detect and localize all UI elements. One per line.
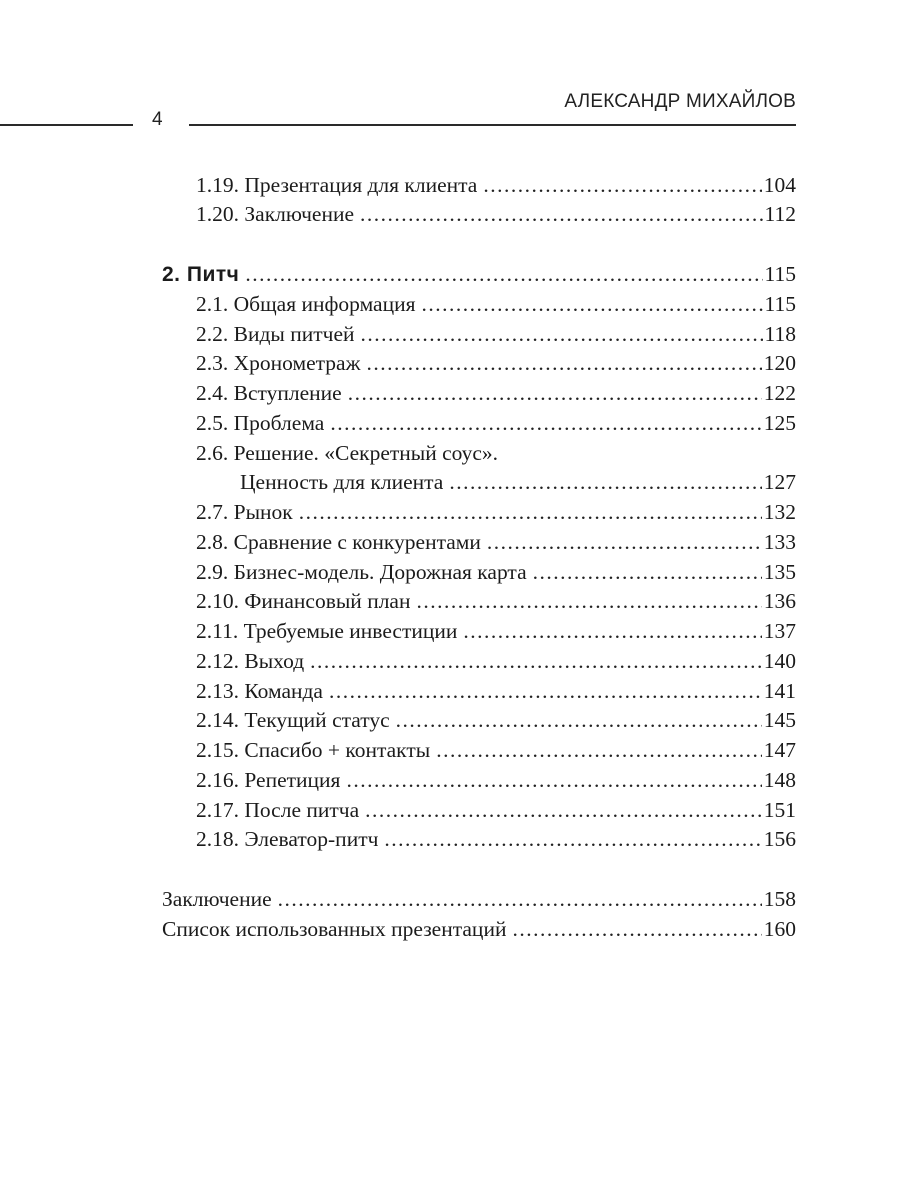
dot-leader bbox=[366, 348, 761, 378]
dot-leader bbox=[533, 557, 762, 587]
toc-entry-page: 137 bbox=[763, 619, 796, 643]
dot-leader bbox=[512, 914, 761, 944]
toc-entry-page: 156 bbox=[763, 827, 796, 851]
header-rule-left bbox=[0, 124, 133, 126]
dot-leader bbox=[361, 319, 763, 349]
toc-entry-page: 141 bbox=[763, 679, 796, 703]
toc-entry-page: 148 bbox=[763, 768, 796, 792]
dot-leader bbox=[360, 199, 763, 229]
toc-entry-label: 2.10. Финансовый план bbox=[196, 589, 411, 613]
toc-entry-label: 2.11. Требуемые инвестиции bbox=[196, 619, 458, 643]
toc-entry-2-15[interactable] bbox=[196, 735, 796, 765]
toc-entry-page: 151 bbox=[763, 798, 796, 822]
toc-entry-label: Ценность для клиента bbox=[240, 470, 444, 494]
dot-leader bbox=[346, 765, 761, 795]
dot-leader bbox=[329, 676, 762, 706]
toc-entry-label: 2.18. Элеватор-питч bbox=[196, 827, 379, 851]
toc-entry-1-20[interactable] bbox=[196, 199, 796, 229]
dot-leader bbox=[330, 408, 761, 438]
dot-leader bbox=[396, 705, 762, 735]
dot-leader bbox=[278, 884, 762, 914]
toc-entry-page: 127 bbox=[763, 470, 796, 494]
toc-entry-page: 112 bbox=[764, 202, 796, 226]
toc-entry-page: 135 bbox=[763, 560, 796, 584]
toc-entry-page: 136 bbox=[763, 589, 796, 613]
page-number: 4 bbox=[152, 109, 163, 130]
dot-leader bbox=[449, 467, 761, 497]
toc-entry-page: 132 bbox=[763, 500, 796, 524]
dot-leader bbox=[348, 378, 762, 408]
toc-entry-page: 133 bbox=[763, 530, 796, 554]
toc-entry-2-10[interactable] bbox=[196, 586, 796, 616]
toc-entry-label: 2.15. Спасибо + контакты bbox=[196, 738, 431, 762]
toc-entry-2-16[interactable] bbox=[196, 765, 796, 795]
toc-entry-2-9[interactable] bbox=[196, 557, 796, 587]
toc-entry-2-13[interactable] bbox=[196, 676, 796, 706]
toc-entry-page: 160 bbox=[763, 917, 796, 941]
toc-entry-page: 104 bbox=[763, 173, 796, 197]
toc-entry-label: 2.4. Вступление bbox=[196, 381, 342, 405]
dot-leader bbox=[421, 289, 762, 319]
header-author: АЛЕКСАНДР МИХАЙЛОВ bbox=[564, 91, 796, 112]
dot-leader bbox=[487, 527, 762, 557]
dot-leader bbox=[299, 497, 762, 527]
toc-entry-2-3[interactable] bbox=[196, 348, 796, 378]
toc-entry-2-17[interactable] bbox=[196, 795, 796, 825]
toc-entry-page: 145 bbox=[763, 708, 796, 732]
toc-entry-page: 115 bbox=[764, 262, 796, 286]
toc-entry-2-18[interactable] bbox=[196, 824, 796, 854]
dot-leader bbox=[416, 586, 761, 616]
toc-entry-page: 158 bbox=[763, 887, 796, 911]
toc-entry-2-12[interactable] bbox=[196, 646, 796, 676]
toc-entry-label: Заключение bbox=[162, 887, 272, 911]
toc-entry-page: 125 bbox=[763, 411, 796, 435]
toc-entry-label: 2.12. Выход bbox=[196, 649, 305, 673]
toc-entry-presentations-list[interactable] bbox=[162, 914, 796, 944]
toc-entry-2-2[interactable] bbox=[196, 319, 796, 349]
dot-leader bbox=[463, 616, 761, 646]
toc-entry-label: 2.2. Виды питчей bbox=[196, 322, 355, 346]
dot-leader bbox=[436, 735, 762, 765]
toc-entry-label: 2.6. Решение. «Секретный соус». bbox=[196, 441, 498, 465]
toc-entry-label: 2.9. Бизнес-модель. Дорожная карта bbox=[196, 560, 527, 584]
toc-entry-2-4[interactable] bbox=[196, 378, 796, 408]
toc-entry-label: 1.19. Презентация для клиента bbox=[196, 173, 478, 197]
dot-leader bbox=[483, 170, 761, 200]
toc-entry-label: 2.14. Текущий статус bbox=[196, 708, 390, 732]
toc-entry-1-19[interactable] bbox=[196, 170, 796, 200]
toc-entry-page: 120 bbox=[763, 351, 796, 375]
header-rule-right bbox=[189, 124, 796, 126]
toc-entry-2-8[interactable] bbox=[196, 527, 796, 557]
toc-entry-label: 2.16. Репетиция bbox=[196, 768, 341, 792]
toc-entry-conclusion[interactable] bbox=[162, 884, 796, 914]
toc-entry-page: 115 bbox=[764, 292, 796, 316]
toc-entry-2-5[interactable] bbox=[196, 408, 796, 438]
dot-leader bbox=[384, 824, 761, 854]
toc-entry-2-14[interactable] bbox=[196, 705, 796, 735]
toc-entry-page: 147 bbox=[763, 738, 796, 762]
dot-leader bbox=[310, 646, 762, 676]
toc-entry-label: 2.17. После питча bbox=[196, 798, 360, 822]
toc-entry-label: 2.7. Рынок bbox=[196, 500, 293, 524]
toc-chapter-2[interactable] bbox=[162, 259, 796, 289]
toc-entry-label: 2.3. Хронометраж bbox=[196, 351, 361, 375]
toc-entry-label: 2.13. Команда bbox=[196, 679, 323, 703]
toc-entry-2-1[interactable] bbox=[196, 289, 796, 319]
toc-entry-page: 140 bbox=[763, 649, 796, 673]
toc-entry-2-11[interactable] bbox=[196, 616, 796, 646]
toc-entry-page: 118 bbox=[764, 322, 796, 346]
toc-entry-2-6[interactable] bbox=[196, 438, 796, 468]
toc-entry-label: 2.5. Проблема bbox=[196, 411, 325, 435]
toc-entry-page: 122 bbox=[763, 381, 796, 405]
toc-entry-2-7[interactable] bbox=[196, 497, 796, 527]
toc-entry-label: 2.8. Сравнение с конкурентами bbox=[196, 530, 481, 554]
toc-entry-label: 2.1. Общая информация bbox=[196, 292, 416, 316]
toc-entry-label: Список использованных презентаций bbox=[162, 917, 507, 941]
toc-chapter-label: 2. Питч bbox=[162, 263, 240, 286]
dot-leader bbox=[365, 795, 762, 825]
dot-leader bbox=[245, 259, 762, 289]
toc-entry-2-6-continuation[interactable] bbox=[240, 467, 796, 497]
toc-entry-label: 1.20. Заключение bbox=[196, 202, 355, 226]
